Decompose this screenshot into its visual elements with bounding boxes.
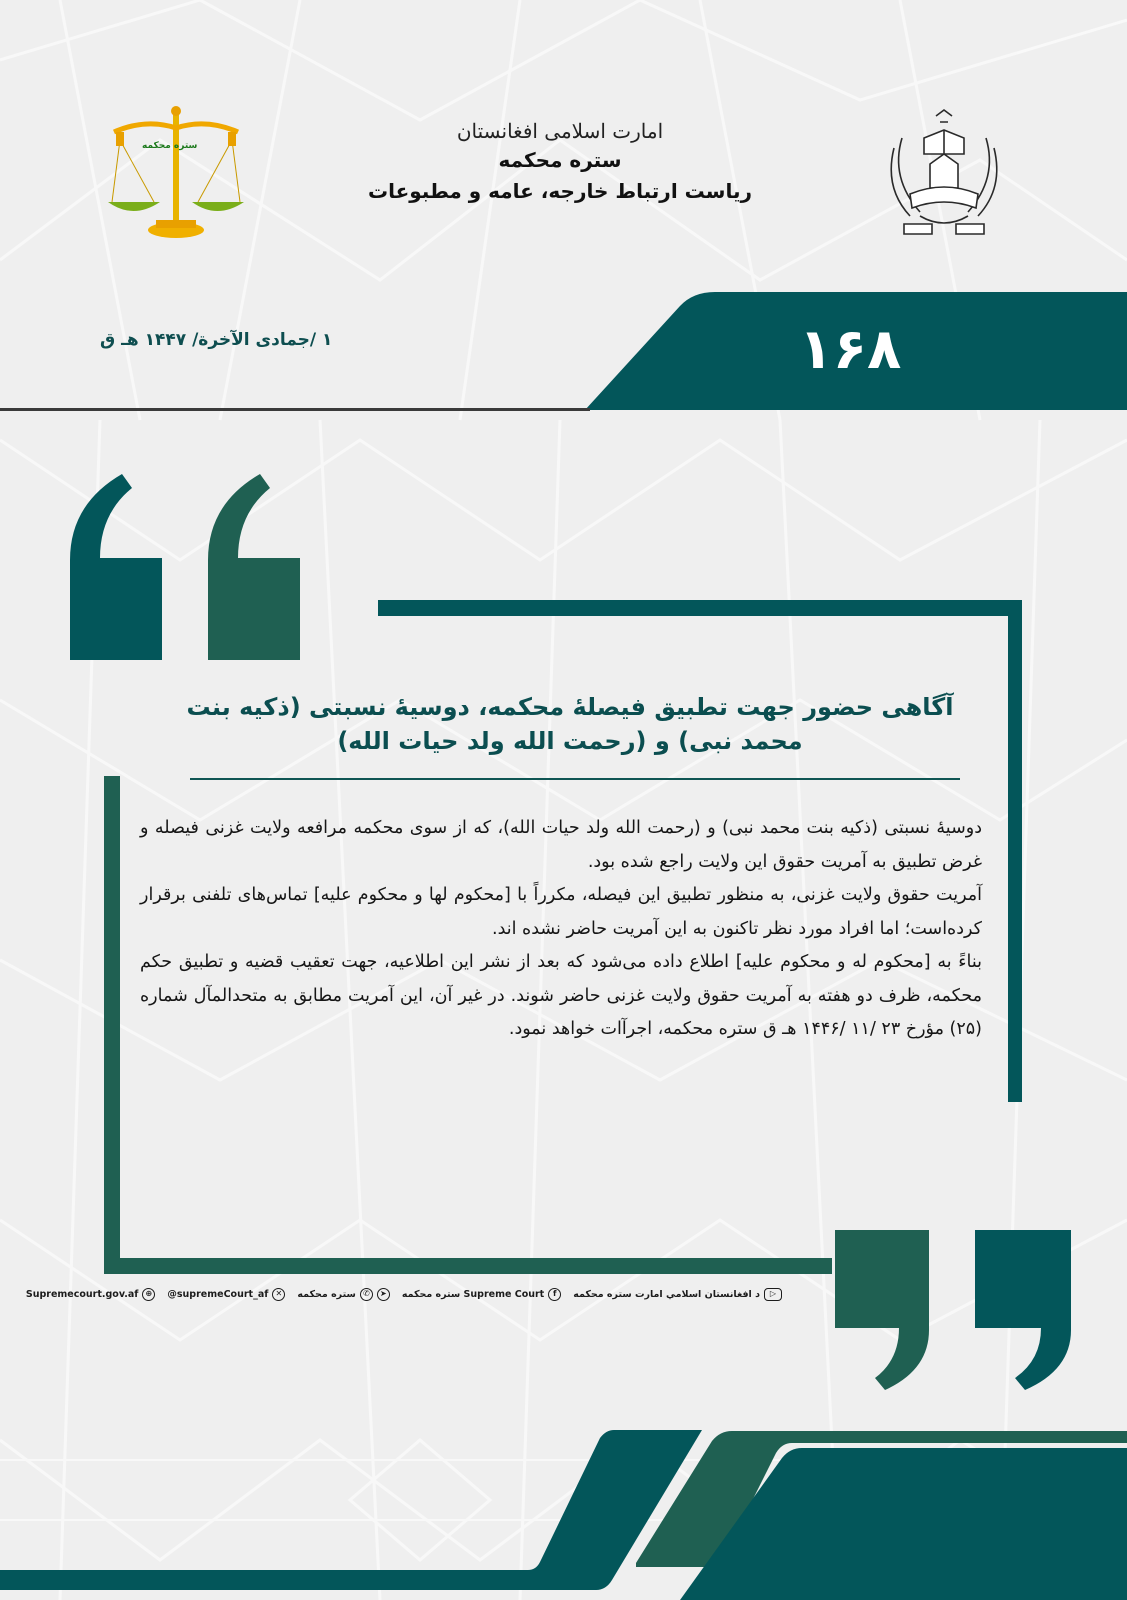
facebook-icon: f (548, 1288, 561, 1301)
header-title-block (360, 118, 760, 206)
social-x[interactable]: @supremeCourt_af ✕ (167, 1288, 285, 1301)
whatsapp-icon: ✆ (360, 1288, 373, 1301)
court-name: ستره محکمه (498, 148, 622, 172)
notice-paragraph: بناءً به [محکوم له و محکوم علیه] اطلاع داده می‌شود که بعد از نشر این اطلاعیه، جهت تعقیب قضیه و تطبیق حکم محکمه، ظرف دو هفته به آمریت حقوق ولایت غزنی حاضر شوند. در غیر آن، این آمریت مطابق به متحدالمآل شماره (۲۵) مؤرخ ۲۳ /۱۱ /۱۴۴۶ هـ ق ستره محکمه، اجرآات خواهد نمود. (140, 952, 982, 1039)
notice-paragraph: دوسیهٔ نسبتی (ذکیه بنت محمد نبی) و (رحمت الله ولد حیات الله)، که از سوی محکمه مرافعه ولایت غزنی فیصله و غرض تطبیق به آمریت حقوق این ولایت راجع شده بود. (140, 818, 982, 872)
social-website[interactable]: Supremecourt.gov.af ⊕ (26, 1288, 156, 1301)
issue-date: ۱ /جمادی الآخرة/ ۱۴۴۷ هـ ق (100, 330, 333, 350)
title-underline (190, 778, 960, 780)
notice-body (140, 812, 982, 1047)
social-youtube[interactable]: د افغانستان اسلامي امارت ستره محکمه ▷ (573, 1288, 782, 1301)
notice-title: آگاهی حضور جهت تطبیق فیصلهٔ محکمه، دوسیهٔ نسبتی (ذکیه بنت محمد نبی) و (رحمت الله ولد حیات الله) (186, 693, 954, 755)
social-facebook-ps[interactable]: ستره محکمه ✆ ➤ (297, 1288, 389, 1301)
youtube-icon: ▷ (764, 1288, 782, 1301)
national-emblem-icon (880, 108, 1008, 240)
open-quote-icon (50, 474, 300, 660)
telegram-icon: ➤ (377, 1288, 390, 1301)
emirate-calligraphy: امارت اسلامی افغانستان (456, 119, 664, 143)
issue-number: ۱۶۸ (798, 317, 902, 382)
x-icon: ✕ (272, 1288, 285, 1301)
department-name: ریاست ارتباط خارجه، عامه و مطبوعات (367, 179, 753, 203)
social-facebook-en[interactable]: ستره محکمه Supreme Court f (402, 1288, 561, 1301)
svg-text:ستره محکمه: ستره محکمه (142, 141, 198, 151)
frame-top-bar (378, 600, 1020, 616)
close-quote-icon (835, 1200, 1075, 1390)
social-links-bar (25, 1284, 782, 1304)
frame-bottom-bar (104, 1258, 832, 1274)
globe-icon: ⊕ (142, 1288, 155, 1301)
header-divider (0, 408, 590, 411)
supreme-court-scales-logo (106, 104, 246, 242)
frame-left-bar (104, 776, 120, 1274)
notice-paragraph: آمریت حقوق ولایت غزنی، به منظور تطبیق این فیصله، مکرراً با [محکوم لها و محکوم علیه] تماس‌های تلفنی برقرار کرده‌است؛ اما افراد مورد نظر تاکنون به این آمریت حاضر نشده اند. (140, 885, 982, 939)
frame-right-bar (1008, 600, 1022, 1102)
footer-decoration (0, 1430, 1127, 1600)
